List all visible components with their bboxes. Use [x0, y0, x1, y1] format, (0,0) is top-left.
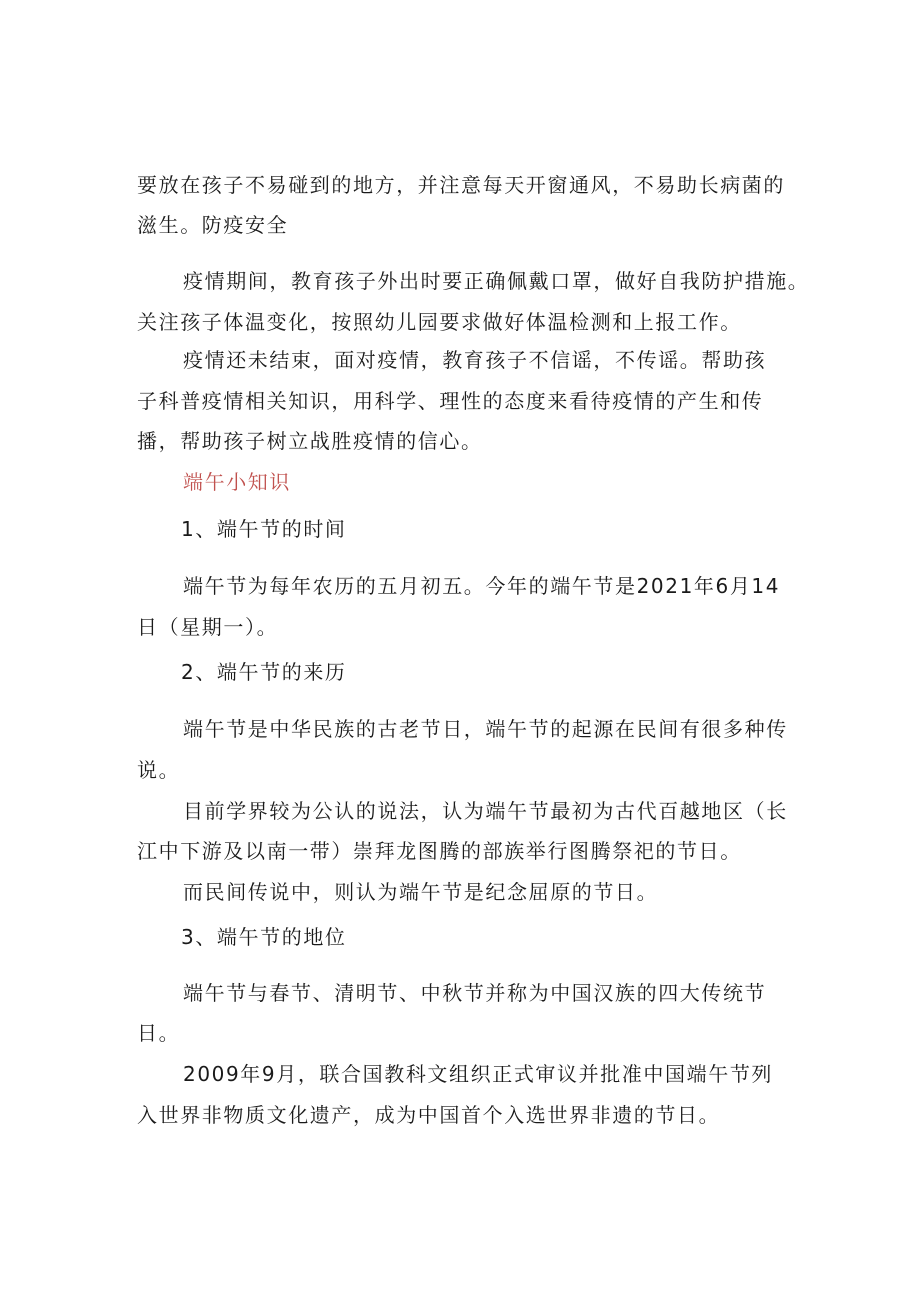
paragraph-rumor-line-3: 播，帮助孩子树立战胜疫情的信心。 [137, 429, 483, 453]
item-status-paragraph-2-line-1: 2009年9月，联合国教科文组织正式审议并批准中国端午节列 [183, 1062, 774, 1086]
item-status-paragraph-1-line-2: 日。 [137, 1021, 181, 1045]
item-status-paragraph-2-line-2: 入世界非物质文化遗产，成为中国首个入选世界非遗的节日。 [137, 1103, 721, 1127]
item-status-paragraph-1-line-1: 端午节与春节、清明节、中秋节并称为中国汉族的四大传统节 [183, 981, 767, 1005]
item-origin-paragraph-3-line-1: 而民间传说中，则认为端午节是纪念屈原的节日。 [183, 880, 659, 904]
paragraph-rumor-line-1: 疫情还未结束，面对疫情，教育孩子不信谣，不传谣。帮助孩 [183, 348, 767, 372]
item-heading-status: 3、端午节的地位 [181, 925, 347, 949]
item-heading-time: 1、端午节的时间 [181, 517, 347, 541]
paragraph-mask-line-2: 关注孩子体温变化，按照幼儿园要求做好体温检测和上报工作。 [137, 310, 742, 334]
item-origin-paragraph-1-line-2: 说。 [137, 758, 181, 782]
paragraph-disinfection-line-2: 滋生。防疫安全 [137, 213, 289, 237]
item-time-paragraph-line-2: 日（星期一）。 [137, 615, 279, 639]
paragraph-mask-line-1: 疫情期间，教育孩子外出时要正确佩戴口罩，做好自我防护措施。 [183, 269, 810, 293]
item-origin-paragraph-2-line-2: 江中下游及以南一带）崇拜龙图腾的部族举行图腾祭祀的节日。 [137, 839, 742, 863]
item-heading-origin: 2、端午节的来历 [181, 660, 347, 684]
paragraph-disinfection-line-1: 要放在孩子不易碰到的地方，并注意每天开窗通风，不易助长病菌的 [137, 173, 785, 197]
item-time-paragraph-line-1: 端午节为每年农历的五月初五。今年的端午节是2021年6月14 [183, 574, 781, 598]
item-origin-paragraph-1-line-1: 端午节是中华民族的古老节日，端午节的起源在民间有很多种传 [183, 717, 788, 741]
item-origin-paragraph-2-line-1: 目前学界较为公认的说法，认为端午节最初为古代百越地区（长 [183, 799, 788, 823]
paragraph-rumor-line-2: 子科普疫情相关知识，用科学、理性的态度来看待疫情的产生和传 [137, 389, 764, 413]
section-title: 端午小知识 [183, 470, 291, 494]
